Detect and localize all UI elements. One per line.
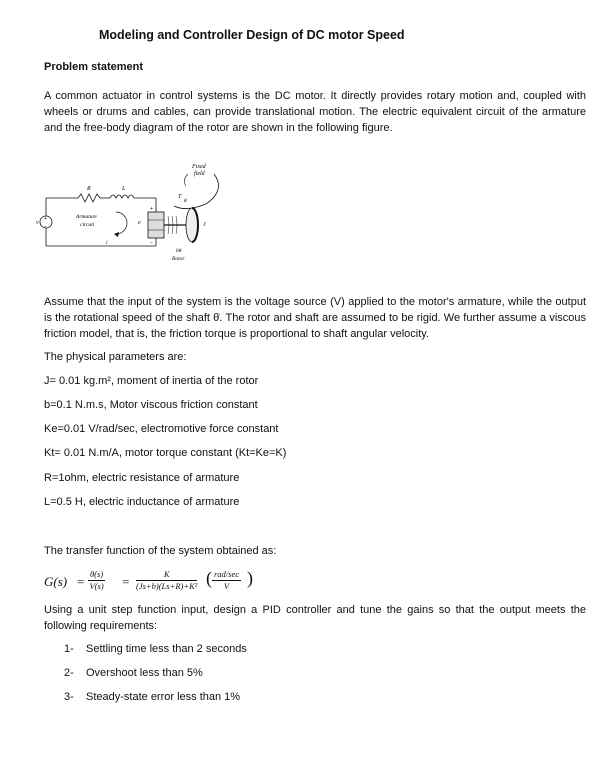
fraction-numerator: K xyxy=(136,569,197,581)
L-label: L xyxy=(122,186,126,192)
design-paragraph: Using a unit step function input, design a PID controller and tune the gains so that the output meets the following requirements: xyxy=(44,604,586,632)
inductor xyxy=(110,195,134,198)
param-item: R=1ohm, electric resistance of armature xyxy=(44,472,240,484)
R-label: R xyxy=(87,186,91,192)
fraction-denominator: V(s) xyxy=(89,581,104,591)
assumption-paragraph: Assume that the input of the system is the voltage source (V) applied to the motor's armature, while the output is the rotational speed of the shaft θ̇. The rotor and shaft are assumed to be rigid. We further assume a viscous friction model, that is, the friction torque is proportional to shaft angular velocity. xyxy=(44,296,586,340)
fixed-field-word: field xyxy=(194,171,205,177)
fraction-theta-over-v xyxy=(88,569,105,592)
fraction-numerator: θ̇(s) xyxy=(90,569,104,579)
fraction-motor xyxy=(136,569,197,592)
section-heading: Problem statement xyxy=(44,61,144,73)
requirement-item: 2- Overshoot less than 5% xyxy=(64,667,203,679)
page-title: Modeling and Controller Design of DC motor Speed xyxy=(99,28,405,42)
T-label: T xyxy=(178,194,182,200)
param-item: Kt= 0.01 N.m/A, motor torque constant (Kt=Ke=K) xyxy=(44,447,287,459)
motor-body xyxy=(148,212,164,238)
intro-paragraph: A common actuator in control systems is the DC motor. It directly provides rotary motion and, coupled with wheels or drums and cables, can provide translational motion. The electric equivalent circuit of the armature and the free-body diagram of the rotor are shown in the following figure. xyxy=(44,90,586,134)
fraction-numerator: rad/sec xyxy=(214,569,240,579)
param-item: Ke=0.01 V/rad/sec, electromotive force constant xyxy=(44,423,279,435)
fraction-units xyxy=(212,569,241,592)
eq-sign-2: = xyxy=(122,574,130,589)
svg-text:+: + xyxy=(44,216,47,222)
svg-text:−: − xyxy=(44,224,47,230)
fixed-field-word: Fixed xyxy=(192,164,206,170)
resistor xyxy=(78,194,100,202)
requirement-item: 3- Steady-state error less than 1% xyxy=(64,691,241,703)
eq-lhs: G(s) xyxy=(44,574,68,589)
params-intro: The physical parameters are: xyxy=(44,351,187,363)
theta-label: θ xyxy=(184,198,187,204)
minus-sign: − xyxy=(150,240,153,246)
dc-motor-figure xyxy=(36,160,256,270)
param-item: L=0.5 H, electric inductance of armature xyxy=(44,496,240,508)
param-item: J= 0.01 kg.m², moment of inertia of the rotor xyxy=(44,375,259,387)
field-curve xyxy=(174,174,219,209)
fraction-denominator: (Js+b)(Ls+R)+K² xyxy=(136,581,198,591)
fraction-denominator: V xyxy=(223,581,230,591)
field-arrow xyxy=(184,174,188,186)
b-theta-label: bθ xyxy=(176,248,182,254)
rotor-label: Rotor xyxy=(172,256,185,262)
fixed-field-label xyxy=(191,164,207,177)
transfer-function-equation: G(s) = $\frac{\thetȧ(s)}{V(s)}$ = $\frac{K}{\text{(Js+b)(Ls+R)+K²}}$ ( rad/sec V ) xyxy=(44,568,253,591)
eq-sign-1: = xyxy=(77,574,85,589)
v-label: v xyxy=(36,220,39,226)
requirement-item: 1- Settling time less than 2 seconds xyxy=(64,643,247,655)
e-label: e xyxy=(138,220,141,226)
i-label: i xyxy=(106,240,108,246)
tf-intro: The transfer function of the system obtained as: xyxy=(44,545,277,557)
armature-label-1: Armature xyxy=(76,214,97,220)
J-label: J xyxy=(203,222,206,228)
plus-sign: + xyxy=(150,206,153,212)
armature-label-2: circuit xyxy=(80,222,95,228)
current-arrow xyxy=(116,212,127,234)
param-item: b=0.1 N.m.s, Motor viscous friction constant xyxy=(44,399,258,411)
